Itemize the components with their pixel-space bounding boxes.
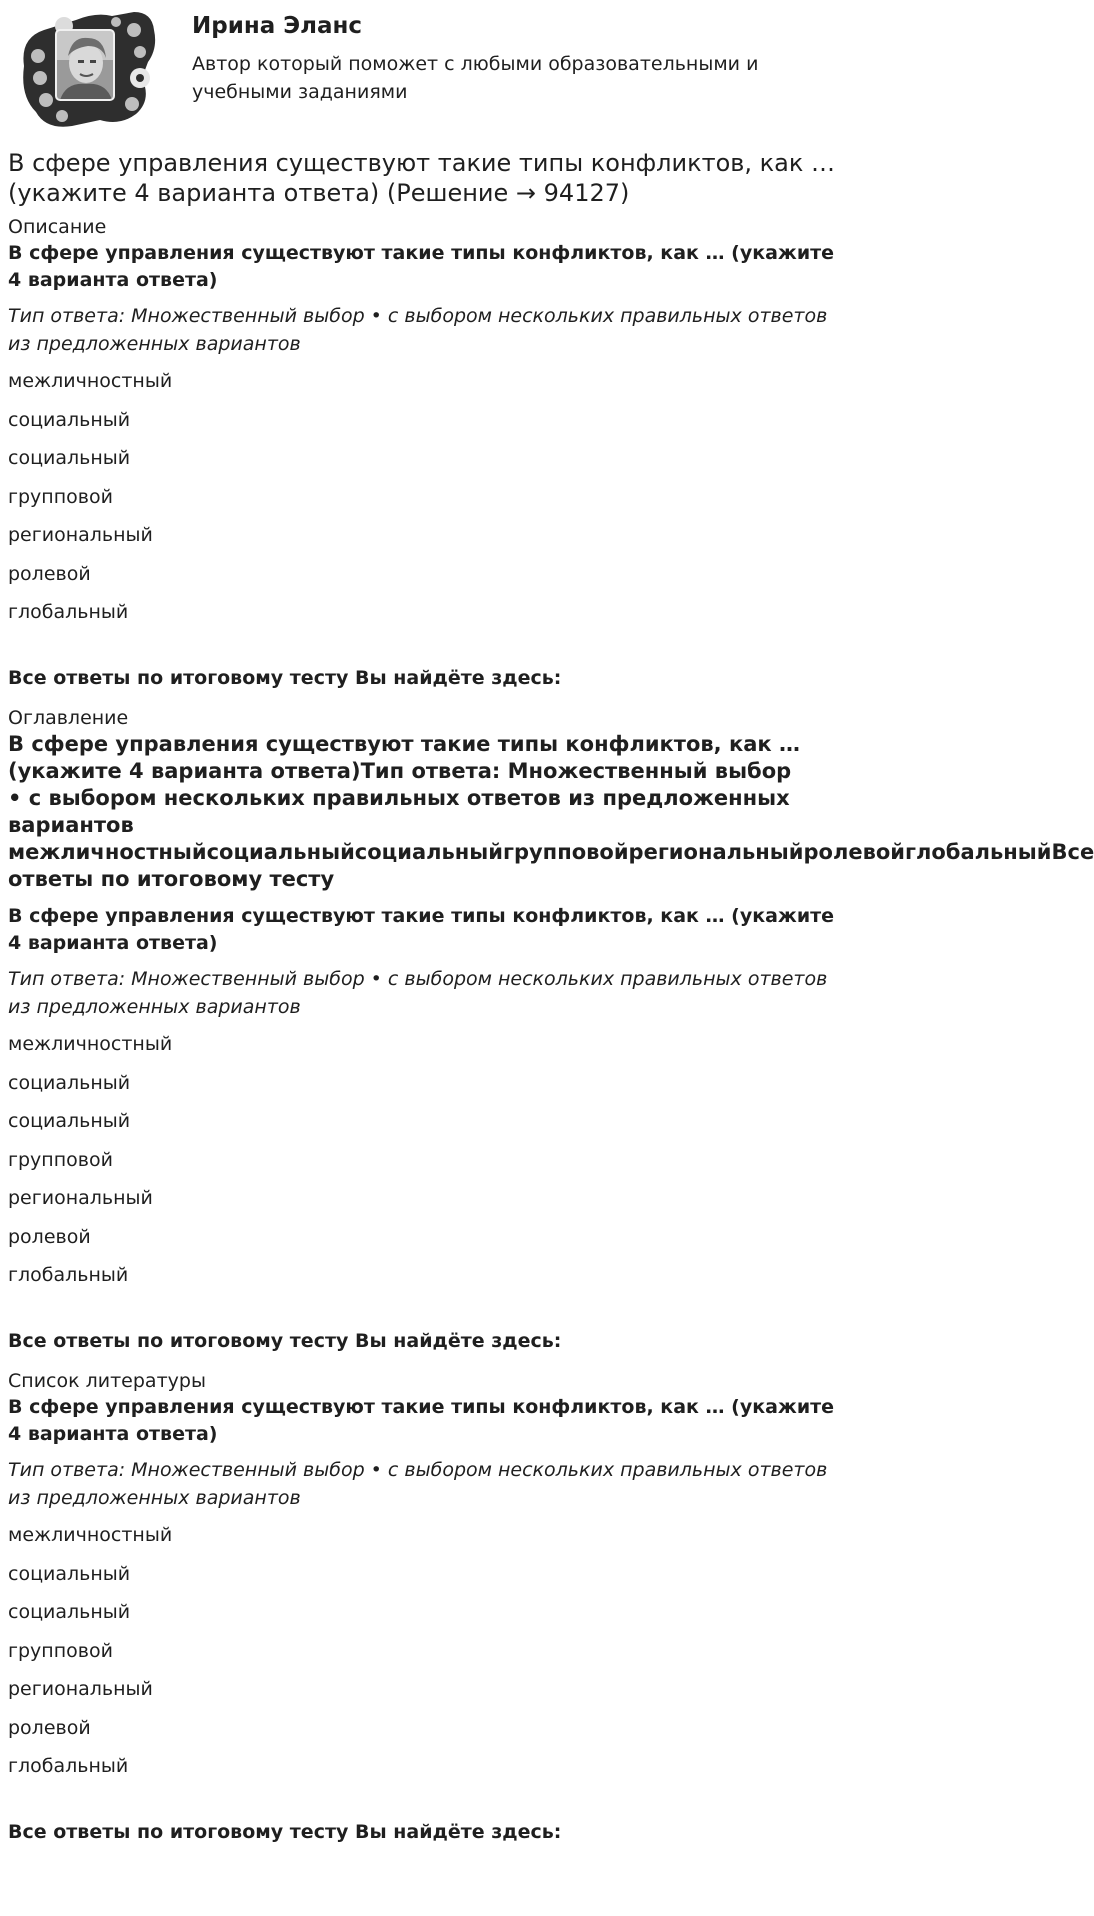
page-title-text: В сфере управления существуют такие типы конфликтов, как … (укажите 4 варианта ответа) (Решение → 94127) [8, 149, 835, 207]
toc-line: (укажите 4 варианта ответа)Тип ответа: Множественный выбор [8, 759, 792, 783]
option-item: групповой [8, 1148, 113, 1171]
options-list [8, 368, 839, 625]
all-answers-text: Все ответы по итоговому тесту Вы найдёте здесь: [8, 1821, 562, 1843]
toc-line: ответы по итоговому тесту [8, 867, 335, 891]
toc-line: • с выбором нескольких правильных ответов из предложенных [8, 786, 790, 810]
question-title: В сфере управления существуют такие типы конфликтов, как … (укажите 4 варианта ответа) [8, 905, 835, 954]
all-answers-text: Все ответы по итоговому тесту Вы найдёте здесь: [8, 667, 562, 689]
toc-line: вариантов [8, 813, 134, 837]
option-item: ролевой [8, 562, 91, 585]
option-item: групповой [8, 485, 113, 508]
description-section [8, 214, 839, 691]
options-list [8, 1522, 839, 1779]
option-item: ролевой [8, 1225, 91, 1248]
option-item: глобальный [8, 1755, 129, 1777]
option-item: групповой [8, 1639, 113, 1662]
option-item: социальный [8, 447, 131, 469]
option-item: социальный [8, 1562, 131, 1585]
toc-label: Оглавление [8, 707, 129, 729]
option-item: глобальный [8, 601, 129, 623]
option-item: региональный [8, 524, 153, 546]
author-avatar [16, 8, 158, 128]
all-answers-text: Все ответы по итоговому тесту Вы найдёте здесь: [8, 1330, 562, 1352]
question-title: В сфере управления существуют такие типы конфликтов, как … (укажите 4 варианта ответа) [8, 1396, 835, 1445]
toc-line: межличностныйсоциальныйсоциальныйгрупповойрегиональныйролевойглобальныйВсе [8, 840, 1094, 864]
option-item: социальный [8, 408, 131, 431]
page-title [8, 148, 848, 208]
toc-line: В сфере управления существуют такие типы конфликтов, как … [8, 732, 800, 756]
question-type: Тип ответа: Множественный выбор • с выбором нескольких правильных ответов из предложенных вариантов [8, 968, 828, 1018]
option-item: региональный [8, 1187, 153, 1209]
question-title: В сфере управления существуют такие типы конфликтов, как … (укажите 4 варианта ответа) [8, 242, 835, 291]
author-header [8, 0, 839, 136]
option-item: социальный [8, 1601, 131, 1623]
author-name: Ирина Эланс [192, 13, 363, 39]
description-label: Описание [8, 216, 107, 238]
toc-content [8, 731, 1094, 893]
options-list [8, 1031, 839, 1288]
option-item: межличностный [8, 1524, 173, 1546]
question-type: Тип ответа: Множественный выбор • с выбором нескольких правильных ответов из предложенных вариантов [8, 1459, 828, 1509]
author-description: Автор который поможет с любыми образовательными и учебными заданиями [192, 53, 759, 103]
bibliography-section [8, 1368, 839, 1845]
toc-section [8, 705, 1094, 1354]
option-item: межличностный [8, 1033, 173, 1055]
bibliography-label: Список литературы [8, 1370, 206, 1392]
question-type: Тип ответа: Множественный выбор • с выбором нескольких правильных ответов из предложенных вариантов [8, 305, 828, 355]
option-item: межличностный [8, 370, 173, 392]
option-item: социальный [8, 1110, 131, 1132]
option-item: глобальный [8, 1264, 129, 1286]
option-item: региональный [8, 1678, 153, 1700]
option-item: ролевой [8, 1716, 91, 1739]
option-item: социальный [8, 1071, 131, 1094]
